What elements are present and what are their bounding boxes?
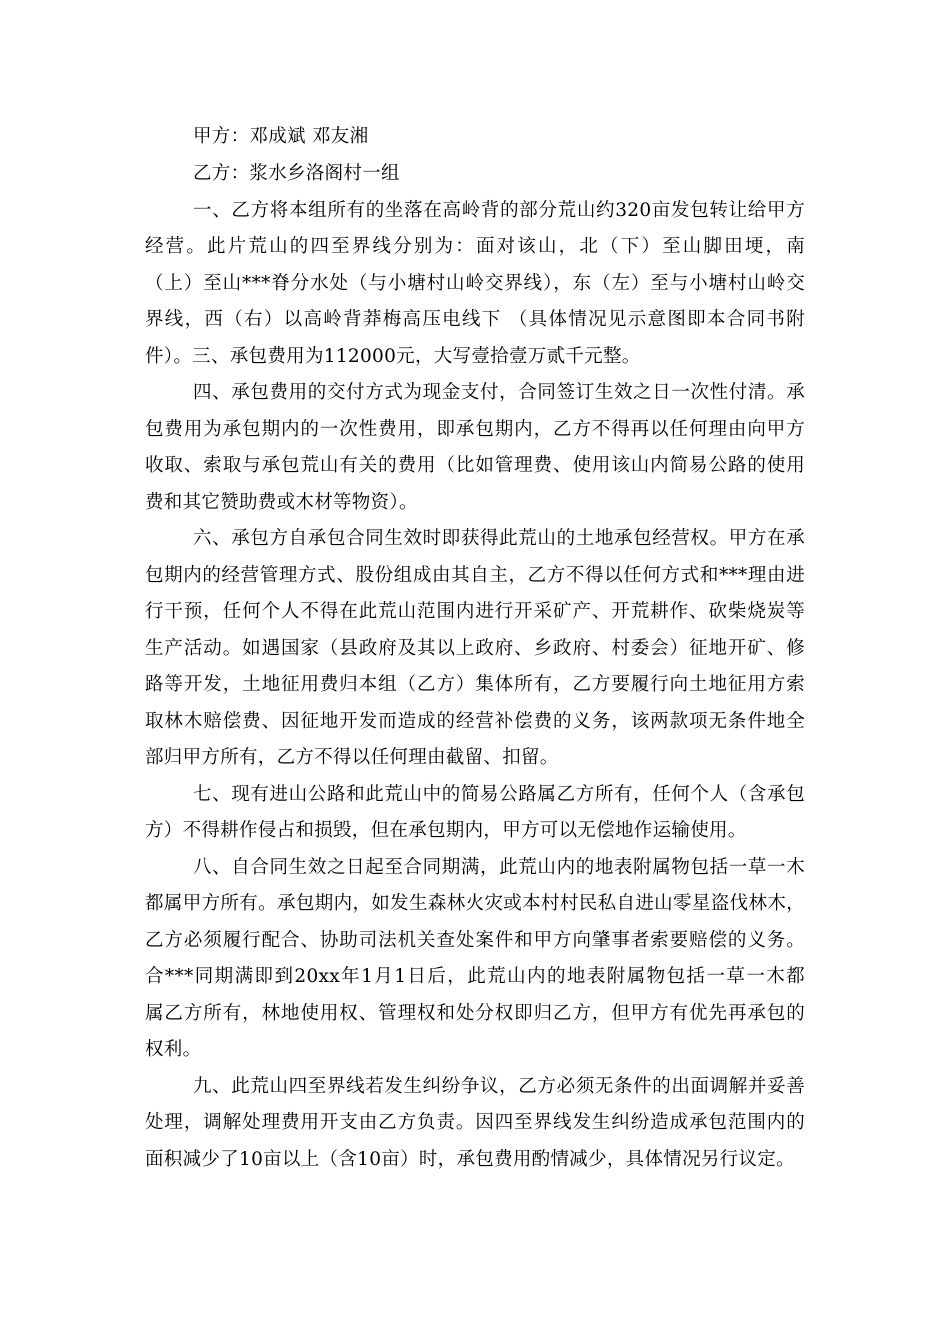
- clause-6-line: 取林木赔偿费、因征地开发而造成的经营补偿费的义务，该两款项无条件地全: [145, 711, 805, 732]
- clause-6-line: 路等开发，土地征用费归本组（乙方）集体所有，乙方要履行向土地征用方索: [145, 674, 805, 695]
- clause-4-line: 四、承包费用的交付方式为现金支付，合同签订生效之日一次性付清。承: [193, 382, 805, 403]
- clause-1-line: 件）。三、承包费用为112000元，大写壹拾壹万贰千元整。: [145, 346, 641, 367]
- party-b-line: 乙方：浆水乡洛阁村一组: [193, 163, 400, 184]
- clause-1-line: 一、乙方将本组所有的坐落在高岭背的部分荒山约320亩发包转让给甲方: [193, 200, 805, 221]
- clause-8-line: 权利。: [145, 1039, 202, 1060]
- clause-9-line: 处理，调解处理费用开支由乙方负责。因四至界线发生纠纷造成承包范围内的: [145, 1112, 805, 1133]
- clause-6-line: 六、承包方自承包合同生效时即获得此荒山的土地承包经营权。甲方在承: [193, 528, 805, 549]
- clause-8-line: 乙方必须履行配合、协助司法机关查处案件和甲方向肇事者索要赔偿的义务。: [145, 930, 805, 951]
- clause-6-line: 行干预，任何个人不得在此荒山范围内进行开采矿产、开荒耕作、砍柴烧炭等: [145, 601, 805, 622]
- party-a-line: 甲方：邓成斌 邓友湘: [193, 126, 369, 147]
- clause-4-line: 收取、索取与承包荒山有关的费用（比如管理费、使用该山内简易公路的使用: [145, 455, 805, 476]
- clause-1-line: （上）至山***脊分水处（与小塘村山岭交界线），东（左）至与小塘村山岭交: [145, 273, 805, 294]
- clause-9-line: 面积减少了10亩以上（含10亩）时，承包费用酌情减少，具体情况另行议定。: [145, 1149, 795, 1170]
- clause-8-line: 八、自合同生效之日起至合同期满，此荒山内的地表附属物包括一草一木: [193, 857, 805, 878]
- clause-7-line: 方）不得耕作侵占和损毁，但在承包期内，甲方可以无偿地作运输使用。: [145, 820, 747, 841]
- clause-6-line: 生产活动。如遇国家（县政府及其以上政府、乡政府、村委会）征地开矿、修: [145, 638, 805, 659]
- clause-7-line: 七、现有进山公路和此荒山中的简易公路属乙方所有，任何个人（含承包: [193, 784, 805, 805]
- clause-9-line: 九、此荒山四至界线若发生纠纷争议，乙方必须无条件的出面调解并妥善: [193, 1076, 805, 1097]
- clause-4-line: 包费用为承包期内的一次性费用，即承包期内，乙方不得再以任何理由向甲方: [145, 419, 805, 440]
- clause-8-line: 属乙方所有，林地使用权、管理权和处分权即归乙方，但甲方有优先再承包的: [145, 1003, 805, 1024]
- clause-6-line: 包期内的经营管理方式、股份组成由其自主，乙方不得以任何方式和***理由进: [145, 565, 805, 586]
- clause-8-line: 合***同期满即到20xx年1月1日后，此荒山内的地表附属物包括一草一木都: [145, 966, 805, 987]
- clause-8-line: 都属甲方所有。承包期内，如发生森林火灾或本村村民私自进山零星盗伐林木，: [145, 893, 805, 914]
- clause-6-line: 部归甲方所有，乙方不得以任何理由截留、扣留。: [145, 747, 559, 768]
- clause-4-line: 费和其它赞助费或木材等物资）。: [145, 492, 418, 513]
- clause-1-line: 界线，西（右）以高岭背莽梅高压电线下 （具体情况见示意图即本合同书附: [145, 309, 805, 330]
- clause-1-line: 经营。此片荒山的四至界线分别为：面对该山，北（下）至山脚田埂，南: [145, 236, 805, 257]
